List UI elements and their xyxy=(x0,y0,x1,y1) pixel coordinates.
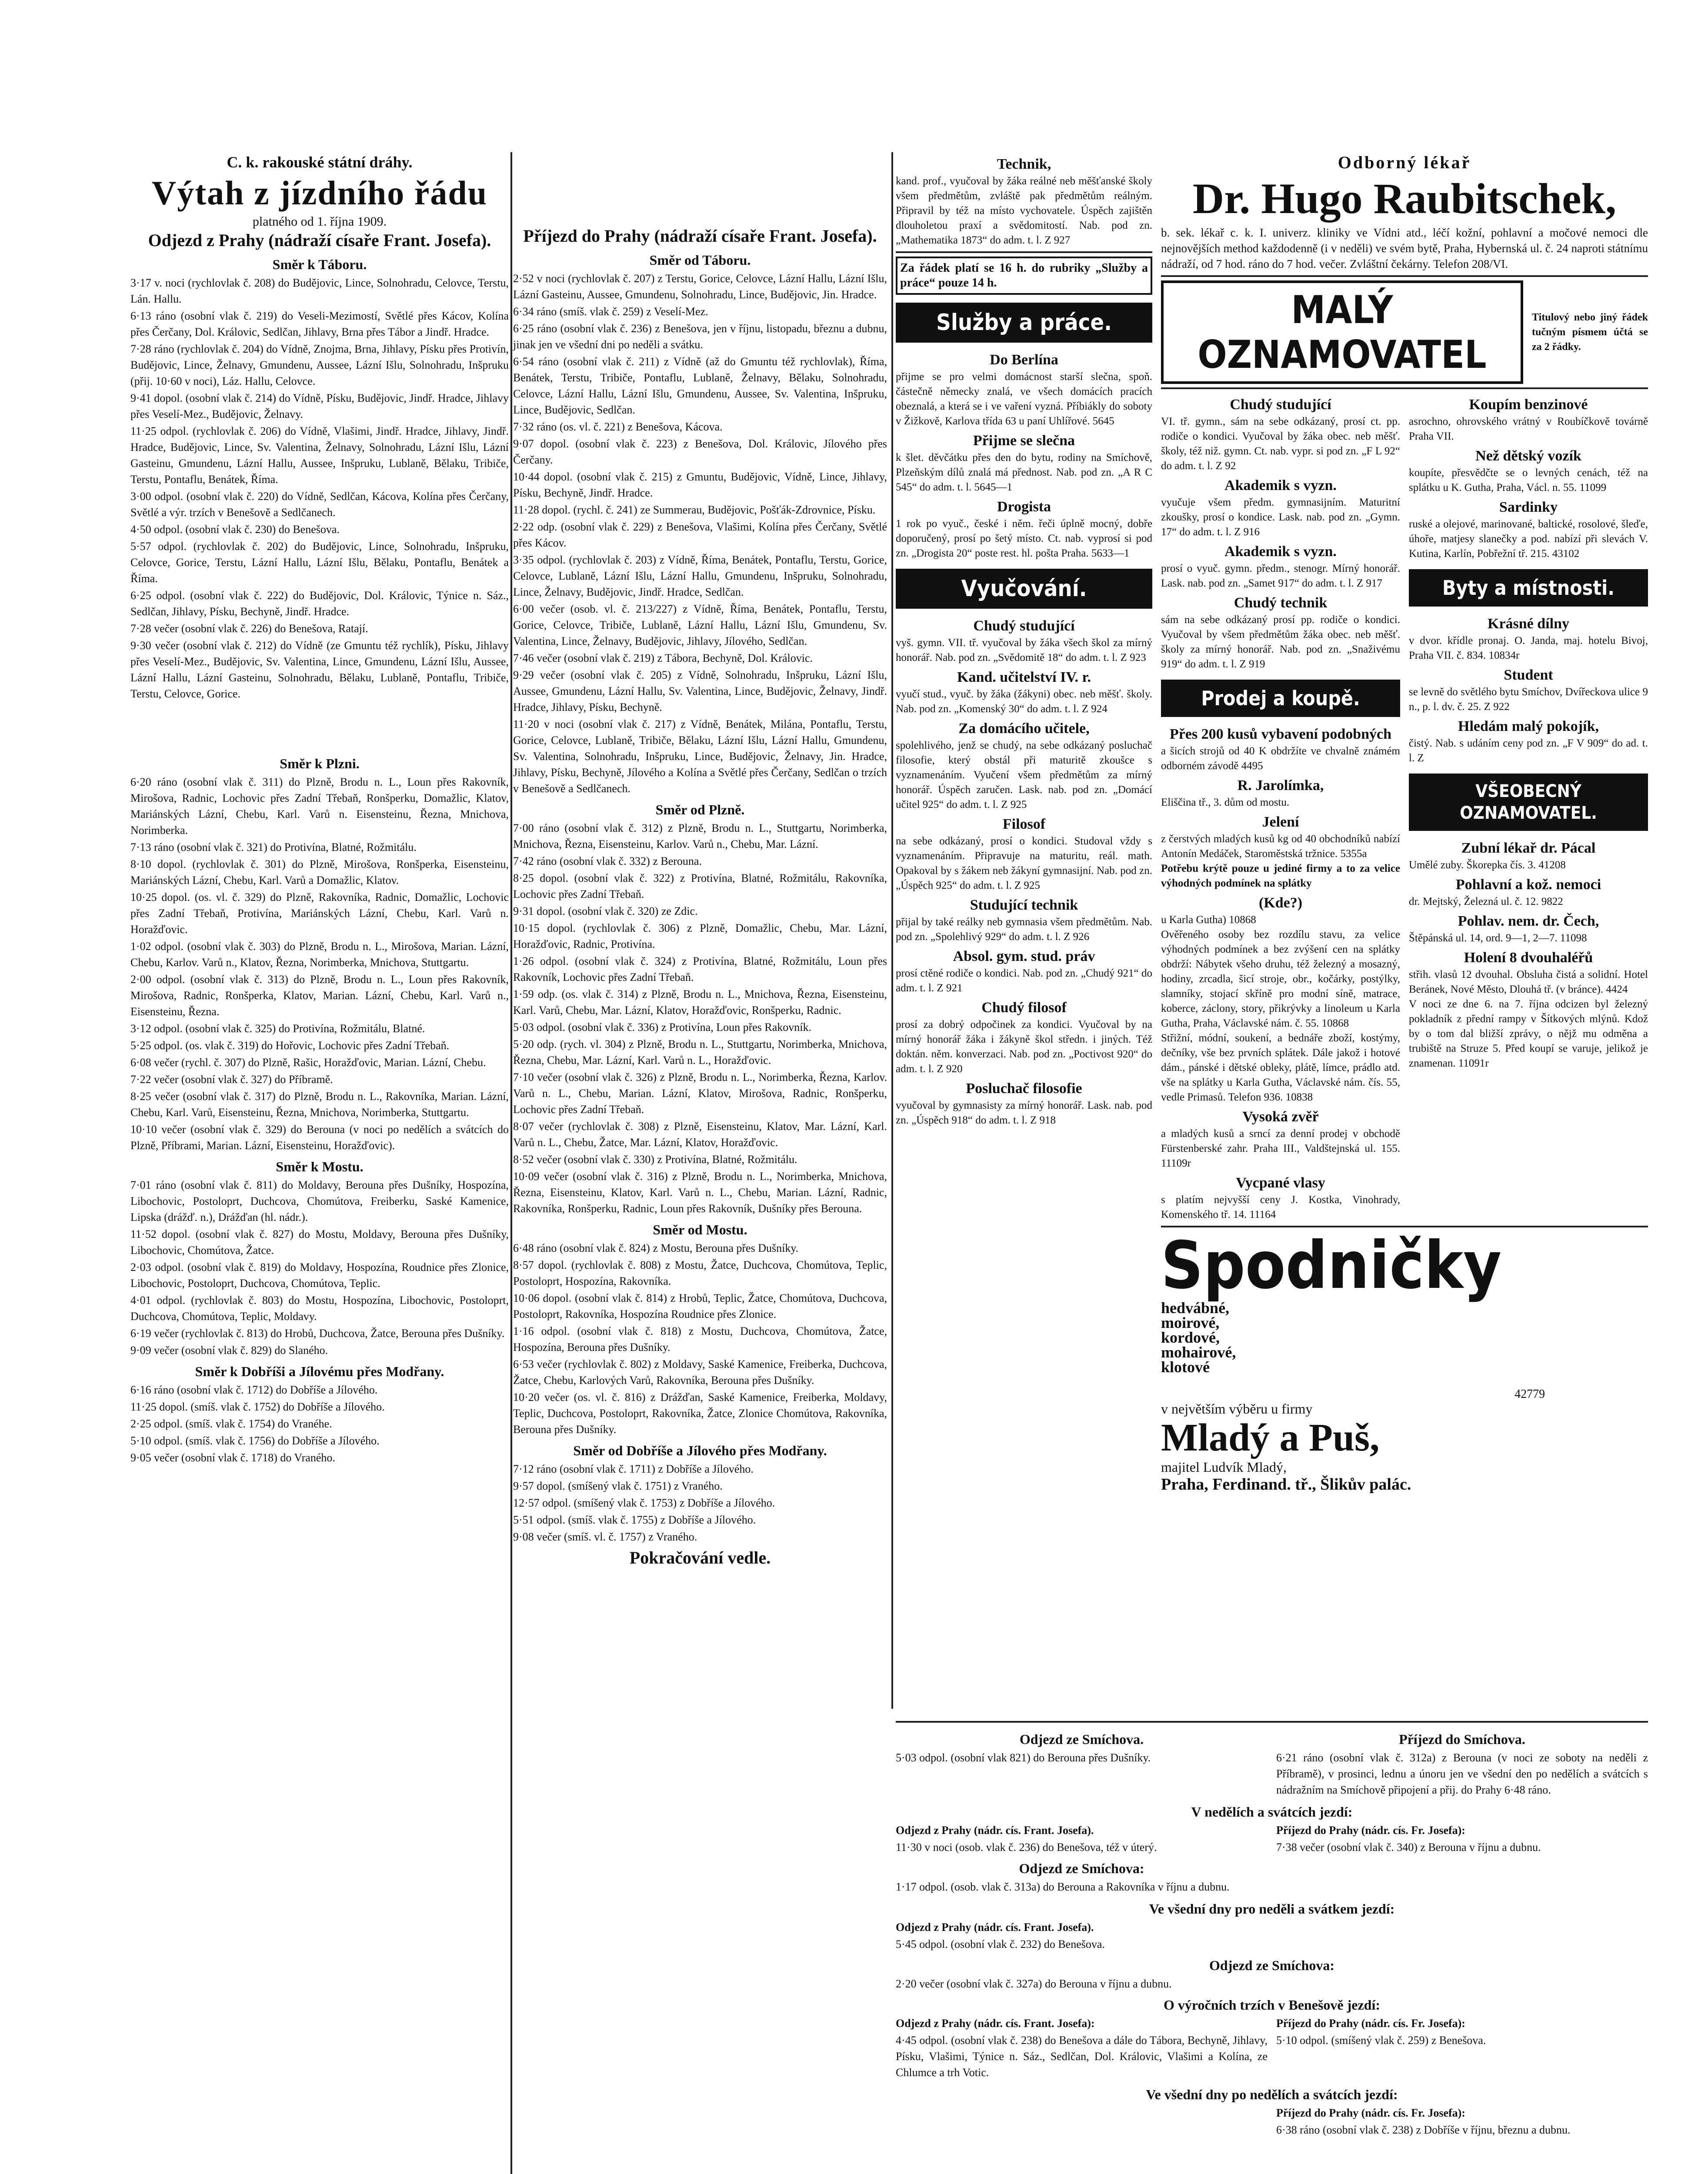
section-logo-sluzby: Služby a práce. xyxy=(896,303,1152,343)
direction-tabor-head: Směr k Táboru. xyxy=(272,257,367,272)
mlady-pus-name: Mladý a Puš, xyxy=(1161,1416,1380,1459)
ad-studujici-technik-text: přijal by také reálky neb gymnasia všem předmětům. Nab. pod zn. „Spolehlivý 929“ do adm. t. l. Z 926 xyxy=(896,916,1152,943)
ad-pohlav2-head: Pohlav. nem. dr. Čech, xyxy=(1458,913,1599,929)
ad-koupim-text: asrochno, ohrovského vrátný v Roubíčkově továrně Praha VII. xyxy=(1409,416,1648,442)
ad-vycpane-head: Vycpané vlasy xyxy=(1236,1175,1325,1191)
direction-dobris-list xyxy=(130,1382,509,1466)
ad-chudy-studujici-head: Chudý studující xyxy=(973,618,1075,634)
smichov-prijezd-head: Příjezd do Smíchova. xyxy=(1399,1731,1525,1747)
ad-chudy-technik-head: Chudý technik xyxy=(1234,595,1328,611)
ad-jarolimek-text: Eliščina tř., 3. dům od mostu. xyxy=(1161,797,1290,808)
ad-akademik2-head: Akademik s vyzn. xyxy=(1224,544,1337,560)
from-tabor-list xyxy=(513,270,887,797)
train-entry: 7·12 ráno (osobní vlak č. 1711) z Dobříše a Jílového. xyxy=(513,1463,754,1475)
ad-strizni-text: Střižní, módní, soukení, a bednáře zboží, kostýmy, dečníky, vše bez prvních splátek. Dále jakož i hotové dám., pánské i dětské obleky, plátě, límce, prádlo atd. vše na splátky u Karla Gutha, Václavské nám. čís. 55, vedle Primasů. Telefon 936. 10838 xyxy=(1161,1032,1400,1103)
timetable-title: Výtah z jízdního řádu xyxy=(151,174,488,212)
ad-krasne-head: Krásné dílny xyxy=(1488,616,1569,632)
train-entry: 3·12 odpol. (osobní vlak č. 325) do Protivína, Rožmitálu, Blatné. xyxy=(130,1022,425,1035)
train-entry: 7·22 večer (osobní vlak č. 327) do Příbramě. xyxy=(130,1073,333,1086)
departures-column xyxy=(130,152,509,1467)
vsedni-smichov-head: Odjezd ze Smíchova: xyxy=(1209,1957,1334,1973)
train-entry: 6·54 ráno (osobní vlak č. 211) z Vídně (až do Gmuntu též rychlovlak), Říma, Benátek, Terstu, Tribiče, Pontaflu, Lublaně, Želnavy, Bělaku, Solnohradu, Celovce, Lázní Hallu, Lázní Išlu, Gmundenu, Aussee, Sv. Valentina, Inšpruku, Lince, Budějovic, Sedlčan. xyxy=(513,355,887,416)
ad-akademik2-text: prosí o vyuč. gymn. předm., stenogr. Mírný honorář. Lask. nab. pod zn. „Samet 917“ do adm. t. l. Z 917 xyxy=(1161,563,1400,589)
ad-akademik-head: Akademik s vyzn. xyxy=(1224,477,1337,493)
train-entry: 7·10 večer (osobní vlak č. 326) z Plzně, Brodu n. L., Norimberka, Řezna, Karlov. Varů n. L., Chebu, Marian. Lázní, Klatov, Mirošova, Radnic, Ronšperku, Lochovic přes Zadní Třebaň. xyxy=(513,1071,887,1116)
train-entry: 3·17 v. noci (rychlovlak č. 208) do Budějovic, Lince, Solnohradu, Celovce, Terstu, Lán. Hallu. xyxy=(130,277,509,305)
train-entry: 1·26 odpol. (osobní vlak č. 324) z Protivína, Blatné, Rožmitálu, Loun přes Rakovník, Lochovic přes Zadní Třebaň. xyxy=(513,955,887,984)
train-entry: 10·06 dopol. (osobní vlak č. 814) z Hrobů, Teplic, Žatce, Chomútova, Duchcova, Postoloprt, Rakovníka, Hospozína Roudnice přes Zlonice. xyxy=(513,1292,887,1320)
train-entry: 6·25 odpol. (osobní vlak č. 222) do Budějovic, Dol. Královic, Týnice n. Sáz., Sedlčan, Jihlavy, Písku, Bechyně, Jindř. Hradce. xyxy=(130,589,509,618)
ad-drogista-head: Drogista xyxy=(997,499,1051,515)
vsedni2-prijezd-head: Příjezd do Prahy (nádr. cís. Fr. Josefa): xyxy=(1276,2107,1465,2119)
from-dobris-list xyxy=(513,1461,887,1545)
direction-most-list xyxy=(130,1177,509,1358)
ad-poptavka-text: Potřebu krýtě pouze u jediné firmy a to za velice výhodných podmínek na splátky xyxy=(1161,863,1400,889)
ad-student-text: se levně do světlého bytu Smíchov, Dvířeckova ulice 9 n., p. l. dv. č. 25. Z 922 xyxy=(1409,686,1648,713)
ad-kand-text: vyučí stud., vyuč. by žáka (žákyni) obec. neb měšť. školy. Nab. pod zn. „Komenský 30“ do adm. t. l. Z 924 xyxy=(896,688,1152,715)
ad-chudy-technik-text: sám na sebe odkázaný prosí pp. rodiče o kondici. Vyučoval by všem předmětům žáka obec. neb měšť. školy za mírný honorář. Nab. pod zn. „Snaživému 919“ do adm. t. l. Z 919 xyxy=(1161,614,1400,670)
direction-most-head: Směr k Mostu. xyxy=(276,1159,364,1174)
ad-absol-text: prosí ctěné rodiče o kondici. Nab. pod zn. „Chudý 921“ do adm. t. l. Z 921 xyxy=(896,967,1152,994)
from-plzen-head: Směr od Plzně. xyxy=(655,802,745,817)
train-entry: 6·53 večer (rychlovlak č. 802) z Moldavy, Saské Kamenice, Freiberka, Duchcova, Žatce, Chebu, Karlových Varů, Rakovníka, Berouna přes Dušníky. xyxy=(513,1358,887,1387)
train-entry: 5·25 odpol. (os. vlak č. 319) do Hořovic, Lochovic přes Zadní Třebaň. xyxy=(130,1039,450,1052)
train-entry: 1·02 odpol. (osobní vlak č. 303) do Plzně, Brodu n. L., Mirošova, Marian. Lázní, Chebu, Karlov. Varů n., Klatov, Řezna, Norimberka, Mnichova, Stuttgartu. xyxy=(130,940,509,969)
spodnicky-item: kordové, xyxy=(1161,1329,1220,1346)
vsedni-odjezd-entry: 5·45 odpol. (osobní vlak č. 232) do Benešova. xyxy=(896,1938,1105,1951)
from-dobris-head: Směr od Dobříše a Jílového přes Modřany. xyxy=(573,1443,827,1458)
train-entry: 1·59 odp. (os. vlak č. 314) z Plzně, Brodu n. L., Mnichova, Řezna, Eisensteinu, Karl. Varů, Chebu, Mar. Lázní, Klatov, Horažďovic, Ronšperku, Radnic. xyxy=(513,988,887,1017)
divider xyxy=(1161,1226,1648,1227)
ad-studujici-technik-head: Studující technik xyxy=(970,897,1078,913)
nedele-prijezd-head: Příjezd do Prahy (nádr. cís. Fr. Josefa): xyxy=(1276,1824,1465,1837)
from-plzen-list xyxy=(513,820,887,1217)
vsedni-head: Ve všední dny pro neděli a svátkem jezdí: xyxy=(1149,1901,1395,1917)
nedele-smichov-head: Odjezd ze Smíchova: xyxy=(1019,1861,1144,1876)
classifieds-column-right xyxy=(1161,152,1648,1494)
ad-vysoke-text: a mladých kusů a srncí za denní prodej v obchodě Fürstenberské zahr. Praha III., Valdštejnská ul. 155. 11109r xyxy=(1161,1128,1400,1169)
railway-name: C. k. rakouské státní dráhy. xyxy=(227,153,413,171)
nedele-head: V nedělích a svátcích jezdí: xyxy=(1191,1804,1353,1820)
ad-posluchac-head: Posluchač filosofie xyxy=(966,1080,1082,1097)
train-entry: 10·10 večer (osobní vlak č. 329) do Berouna (v noci po nedělích a svátcích do Plzně, Příbrami, Marian. Lázní, Eisensteinu, Horažďovic). xyxy=(130,1123,509,1152)
train-entry: 9·07 dopol. (osobní vlak č. 223) z Benešova, Dol. Královic, Jílového přes Čerčany. xyxy=(513,437,887,466)
train-entry: 9·30 večer (osobní vlak č. 212) do Vídně (ze Gmuntu též rychlík), Písku, Jihlavy přes Veselí-Mez., Budějovic, Sv. Valentina, Lince, Gmundenu, Lázní Išlu, Aussee, Lázní Hallu, Lázní Gasteinu, Solnohradu, Bělaku, Lublaně, Pontaflu, Tribiče, Terstu, Celovce, Gorice. xyxy=(130,639,509,700)
ad-vozik-head: Než dětský vozík xyxy=(1475,448,1581,464)
ad-pohlav2-text: Štěpánská ul. 14, ord. 9—1, 2—7. 11098 xyxy=(1409,932,1587,944)
train-entry: 6·20 ráno (osobní vlak č. 311) do Plzně, Brodu n. L., Loun přes Rakovník, Mirošova, Radnic, Lochovic přes Zadní Třebaň, Ronšperku, Domažlic, Klatov, Mariánských Lázní, Chebu, Karl. Varů n. Eisensteinu, Řezna, Mnichova, Norimberka. xyxy=(130,776,509,837)
ad-chudy-studujici-text: vyš. gymn. VII. tř. vyučoval by žáka všech škol za mírný honorář. Nab. pod zn. „Svědomitě 18“ do adm. t. l. Z 923 xyxy=(896,637,1152,664)
from-most-list xyxy=(513,1240,887,1437)
vsedni2-head: Ve všední dny po nedělích a svátcích jezdí: xyxy=(1146,2087,1398,2102)
maly-oznamovatel-logo: MALÝ OZNAMOVATEL xyxy=(1161,280,1523,384)
smichov-section xyxy=(896,1717,1648,2139)
ad-filosof-head: Filosof xyxy=(1002,816,1046,832)
vsedni2-prijezd-entry: 6·38 ráno (osobní vlak č. 238) z Dobříše v říjnu, březnu a dubnu. xyxy=(1276,2124,1571,2136)
train-entry: 11·28 dopol. (rychl. č. 241) ze Summerau, Budějovic, Pošťák-Zdrovnice, Písku. xyxy=(513,503,876,516)
smichov-odjezd-entry: 5·03 odpol. (osobní vlak 821) do Berouna přes Dušníky. xyxy=(896,1751,1151,1764)
train-entry: 4·50 odpol. (osobní vlak č. 230) do Benešova. xyxy=(130,523,340,536)
ad-domaci-head: Za domácího učitele, xyxy=(958,720,1090,737)
train-entry: 7·28 ráno (rychlovlak č. 204) do Vídně, Znojma, Brna, Jihlavy, Písku přes Protivín, Budějovic, Lince, Želnavy, Gmundenu, Aussee, Lázní Išlu, Solnohradu, Inšpruku (přij. 10·60 v noci), Láz. Hallu, Celovce. xyxy=(130,343,509,387)
trhy-head: O výročních trzích v Benešově jezdí: xyxy=(1164,1997,1380,2013)
ad-sardinky-head: Sardinky xyxy=(1499,499,1558,515)
smichov-prijezd-entry: 6·21 ráno (osobní vlak č. 312a) z Berouna (v noci ze soboty na neděli z Příbramě), v prosinci, lednu a únoru jen ve všední den po nedělích a svátcích s nádražním na Smíchově připojení a přij. do Prahy 6·48 ráno. xyxy=(1276,1751,1648,1796)
train-entry: 7·28 večer (osobní vlak č. 226) do Benešova, Ratají. xyxy=(130,622,368,635)
ad-posluchac-text: vyučoval by gymnasisty za mírný honorář. Lask. nab. pod zn. „Úspěch 918“ do adm. t. l. Z 918 xyxy=(896,1100,1152,1126)
classifieds-subcolumn-b xyxy=(1409,393,1648,1222)
ad-pohlavni-text: dr. Mejtský, Železná ul. č. 12. 9822 xyxy=(1409,896,1563,907)
ad-zubni-head: Zubní lékař dr. Pácal xyxy=(1461,840,1596,856)
ad-hledam-head: Hledám malý pokojík, xyxy=(1458,718,1599,734)
train-entry: 6·16 ráno (osobní vlak č. 1712) do Dobříše a Jílového. xyxy=(130,1384,378,1396)
train-entry: 10·09 večer (osobní vlak č. 316) z Plzně, Brodu n. L., Norimberka, Mnichova, Řezna, Eisensteinu, Klatov, Karl. Varů n. L., Chebu, Marian. Lázní, Radnic, Rakovníka, Ronšperku, Radnic, Loun přes Rakovník, Dušníky přes Berouna. xyxy=(513,1170,887,1215)
train-entry: 7·42 ráno (osobní vlak č. 332) z Berouna. xyxy=(513,855,702,867)
spodnicky-item: hedvábné, xyxy=(1161,1299,1230,1317)
section-logo-vseobecny: VŠEOBECNÝ OZNAMOVATEL. xyxy=(1409,774,1648,831)
train-entry: 9·09 večer (osobní vlak č. 829) do Slaného. xyxy=(130,1344,328,1357)
divider xyxy=(896,1721,1648,1723)
nedele-smichov-entry: 1·17 odpol. (osob. vlak č. 313a) do Berouna a Rakovníka v říjnu a dubnu. xyxy=(896,1881,1230,1893)
train-entry: 9·08 večer (smíš. vl. č. 1757) z Vraného. xyxy=(513,1530,697,1543)
train-entry: 5·51 odpol. (smíš. vlak č. 1755) z Dobříše a Jílového. xyxy=(513,1514,756,1526)
ad-drogista-text: 1 rok po vyuč., české i něm. řeči úplně mocný, dobře doporučený, prosí po šetý místo. Ct. nab. vyprosí si pod zn. „Drogista 20“ poste rest. hl. pošta Praha. 5633—1 xyxy=(896,518,1152,559)
train-entry: 3·00 odpol. (osobní vlak č. 220) do Vídně, Sedlčan, Kácova, Kolína přes Čerčany, Světlé a výr. trzích v Benešově a Sedlčanech. xyxy=(130,490,509,519)
ad-chudy-filosof-text: prosí za dobrý odpočinek za kondici. Vyučoval by na mírný honorář žáka i žákyně škol středn. i jiných. Též doktán. něm. konverzaci. Nab. pod zn. „Poctivost 920“ do adm. t. l. Z 920 xyxy=(896,1019,1152,1075)
spodnicky-item: mohairové, xyxy=(1161,1344,1236,1361)
ad-vozik-text: koupíte, přesvědčte se o levných cenách, též na splátku u K. Gutha, Praha, Václ. n. 55. 11099 xyxy=(1409,467,1648,493)
train-entry: 9·05 večer (osobní vlak č. 1718) do Vraného. xyxy=(130,1451,335,1464)
vsedni-smichov-entry: 2·20 večer (osobní vlak č. 327a) do Berouna v říjnu a dubnu. xyxy=(896,1977,1172,1990)
train-entry: 8·25 dopol. (osobní vlak č. 322) z Protivína, Blatné, Rožmitálu, Rakovníka, Lochovic přes Zadní Třebaň. xyxy=(513,872,887,900)
train-entry: 8·52 večer (osobní vlak č. 330) z Protivína, Blatné, Rožmitálu. xyxy=(513,1153,797,1166)
nedele-odjezd-head: Odjezd z Prahy (nádr. cís. Frant. Josefa). xyxy=(896,1824,1094,1837)
ad-student-head: Student xyxy=(1504,667,1553,683)
direction-plzen-head: Směr k Plzni. xyxy=(280,756,360,771)
maly-note: Titulový nebo jiný řádek tučným písmem účtá se za 2 řádky. xyxy=(1532,312,1648,353)
train-entry: 2·00 odpol. (osobní vlak č. 313) do Plzně, Brodu n. L., Loun přes Rakovník, Mirošova, Radnic, Ronšperka, Klatov, Marian. Lázní, Chebu, Karl. Varů n., Eisensteinu, Řezna. xyxy=(130,973,509,1018)
direction-plzen-list xyxy=(130,774,509,1154)
train-entry: 11·25 dopol. (smíš. vlak č. 1752) do Dobříše a Jílového. xyxy=(130,1400,385,1413)
divider xyxy=(896,251,1152,253)
arrivals-title: Příjezd do Prahy (nádraží císaře Frant. Josefa). xyxy=(523,226,877,246)
train-entry: 10·44 dopol. (osobní vlak č. 215) z Gmuntu, Budějovic, Vídně, Lince, Jihlavy, Písku, Bechyně, Jindř. Hradce. xyxy=(513,470,887,499)
spodnicky-note: v největším výběru u firmy xyxy=(1161,1401,1313,1417)
direction-dobris-head: Směr k Dobříši a Jílovému přes Modřany. xyxy=(195,1364,444,1379)
train-entry: 6·34 ráno (smíš. vlak č. 259) z Veselí-Mez. xyxy=(513,305,708,318)
ad-chudy-head: Chudý studující xyxy=(1230,397,1331,413)
ad-pres200-head: Přes 200 kusů vybavení podobných xyxy=(1169,726,1392,742)
direction-tabor-list xyxy=(130,275,509,702)
train-entry: 7·46 večer (osobní vlak č. 219) z Tábora, Bechyně, Dol. Královic. xyxy=(513,652,813,664)
spodnicky-item: moirové, xyxy=(1161,1314,1220,1331)
divider xyxy=(1161,387,1648,389)
classifieds-column-left xyxy=(896,152,1152,1128)
train-entry: 9·57 dopol. (smíšený vlak č. 1751) z Vraného. xyxy=(513,1480,723,1492)
ad-berlin-head: Do Berlína xyxy=(990,352,1058,368)
train-entry: 5·03 odpol. (osobní vlak č. 336) z Protivína, Loun přes Rakovník. xyxy=(513,1021,812,1034)
ad-chudy-text: VI. tř. gymn., sám na sebe odkázaný, prosí ct. pp. rodiče o kondici. Vyučoval by žáka obec. neb měšť. školy, též niž. gymn. Ct. nab. vypr. si pod zn. „F L 92“ do adm. t. l. Z 92 xyxy=(1161,416,1400,472)
ad-technik-head: Technik, xyxy=(997,156,1051,172)
train-entry: 6·19 večer (rychlovlak č. 813) do Hrobů, Duchcova, Žatce, Berouna přes Dušníky. xyxy=(130,1327,505,1340)
doctor-name: Dr. Hugo Raubitschek, xyxy=(1192,174,1617,223)
ad-vycpane-text: s platím nejvyšší ceny J. Kostka, Vinohrady, Komenského tř. 14. 11164 xyxy=(1161,1194,1400,1220)
ad-berlin-text: přijme se pro velmi domácnost starší slečna, spoň. částečně německy znalá, ve všech domácích pracích obeznalá, a která se i ve vaření vyzná. Příbiákly do soboty v Žižkově, Karlova třída 63 u paní Uhlířové. 5645 xyxy=(896,371,1152,427)
train-entry: 10·15 dopol. (rychlovlak č. 306) z Plzně, Domažlic, Chebu, Mar. Lázní, Horažďovic, Radnic, Protivína. xyxy=(513,922,887,950)
ad-overeni-text: Ověřeného osoby bez rozdílu stavu, za velice výhodných podmínek a bez zvýšení cen na splátky obdrží: Nábytek všeho druhu, též železný a mosazný, hodiny, zrcadla, šicí stroje, obr., kočárky, postýlky, slamníky, stojací skříně pro modní síně, matrace, koberce, záclony, story, přikrývky a linoleum u Karla Gutha, Praha, Václavské nám. č. 55. 10868 xyxy=(1161,929,1400,1029)
train-entry: 9·41 dopol. (osobní vlak č. 214) do Vídně, Písku, Budějovic, Jindř. Hradce, Jihlavy přes Veselí-Mez., Budějovic, Želnavy. xyxy=(130,392,509,420)
train-entry: 5·57 odpol. (rychlovlak č. 202) do Budějovic, Lince, Solnohradu, Inšpruku, Celovce, Gorice, Terstu, Lázní Hallu, Lázní Išlu, Bělaku, Pontaflu, Benátek a Říma. xyxy=(130,540,509,585)
ad-zubni-text: Umělé zuby. Škorepka čís. 3. 41208 xyxy=(1409,859,1566,871)
train-entry: 9·29 večer (osobní vlak č. 205) z Vídně, Solnohradu, Inšpruku, Lázní Išlu, Aussee, Gmundenu, Lázní Hallu, Sv. Valentina, Lince, Budějovic, Želnavy, Jindř. Hradce, Jihlavy, Písku, Bechyně. xyxy=(513,669,887,714)
ad-sardinky-text: ruské a olejové, marinované, baltické, rosolové, šleďe, úhoře, matjesy slanečky a pod. nabízí při slevách V. Kutina, Karlín, Pobřežní tř. 215. 43102 xyxy=(1409,518,1648,560)
ad-hledam-text: čistý. Nab. s udáním ceny pod zn. „F V 909“ do ad. t. l. Z xyxy=(1409,737,1648,764)
ad-technik-text: kand. prof., vyučoval by žáka reálné neb měšťanské školy všem předmětům, zvláště pak předmětům reálným. Připravil by též na místo vychovatele. Úspěch zajištěn dlouholetou praxí a svědomitostí. Nab. pod zn. „Mathematika 1873“ do adm. t. l. Z 927 xyxy=(896,175,1152,246)
ad-jeleni-head: Jelení xyxy=(1262,814,1299,830)
ad-jarolimek-head: R. Jarolímka, xyxy=(1237,777,1324,794)
train-entry: 5·10 odpol. (smíš. vlak č. 1756) do Dobříše a Jílového. xyxy=(130,1434,380,1447)
doctor-text: b. sek. lékař c. k. I. univerz. kliniky ve Vídni atd., léčí kožní, pohlavní a močové nemoci dle nejnovějších method každodenně (i v neděli) ve svém bytě, Praha, Hybernská ul. č. 24 naproti státnímu nádraží, od 7 hod. ráno do 7 hod. večer. Zvláštní čekárny. Telefon 208/VI. xyxy=(1161,226,1648,270)
train-entry: 7·13 ráno (osobní vlak č. 321) do Protivína, Blatné, Rožmitálu. xyxy=(130,841,417,854)
from-most-head: Směr od Mostu. xyxy=(653,1222,747,1237)
ad-akademik-text: vyučuje všem předm. gymnasijním. Maturitní zkoušky, prosí o kondice. Lask. nab. pod zn. „Gymn. 17“ do adm. t. l. Z 916 xyxy=(1161,497,1400,538)
ad-noc-text: V noci ze dne 6. na 7. října odcizen byl železný pokladník z přední rampy v Šítkových mlýnů. Kdož by o tom dal bližší zprávy, o nějž mu odměna a trubiště na Struze 5. Před koupí se varuje, jelikož je znamenan. 11091r xyxy=(1409,998,1648,1069)
train-entry: 11·25 odpol. (rychlovlak č. 206) do Vídně, Vlašimi, Jindř. Hradce, Jihlavy, Jindř. Hradce, Budějovic, Lince, Sv. Valentina, Želnavy, Solnohradu, Lázní Išlu, Lázní Gasteinu, Gmundenu, Lázní Hallu, Aussee, Inšpruku, Lublaně, Bělaku, Tribiče, Terstu, Pontaflu, Benátek, Říma. xyxy=(130,425,509,486)
train-entry: 8·25 večer (osobní vlak č. 317) do Plzně, Brodu n. L., Rakovníka, Marian. Lázní, Chebu, Karl. Varů, Eisensteinu, Řezna, Mnichova, Norimberka, Stuttgartu. xyxy=(130,1090,509,1119)
train-entry: 2·52 v noci (rychlovlak č. 207) z Terstu, Gorice, Celovce, Lázní Hallu, Lázní Išlu, Lázní Gasteinu, Aussee, Gmundenu, Solnohradu, Lince, Budějovic, Jin. Hradce. xyxy=(513,272,887,301)
ad-holeni-head: Holení 8 dvouhaléřů xyxy=(1464,950,1593,966)
train-entry: 6·48 ráno (osobní vlak č. 824) z Mostu, Berouna přes Dušníky. xyxy=(513,1242,799,1254)
newspaper-page xyxy=(130,152,1652,2174)
ad-absol-head: Absol. gym. stud. práv xyxy=(953,948,1095,964)
spodnicky-item: klotové xyxy=(1161,1358,1210,1376)
section-logo-vyucovani: Vyučování. xyxy=(896,569,1152,609)
nedele-odjezd-entry: 11·30 v noci (osob. vlak č. 236) do Benešova, též v úterý. xyxy=(896,1841,1157,1854)
trhy-prijezd-entry: 5·10 odpol. (smíšený vlak č. 259) z Benešova. xyxy=(1276,2034,1486,2047)
classifieds-subcolumn-a xyxy=(1161,393,1400,1222)
vsedni-odjezd-head: Odjezd z Prahy (nádr. cís. Frant. Josefa). xyxy=(896,1921,1094,1934)
train-entry: 1·16 odpol. (osobní vlak č. 818) z Mostu, Duchcova, Chomútova, Žatce, Hospozína, Berouna přes Dušníky. xyxy=(513,1325,887,1354)
continued-note: Pokračování vedle. xyxy=(629,1548,771,1567)
valid-from: platného od 1. října 1909. xyxy=(252,214,387,229)
ad-krasne-text: v dvor. křídle pronaj. O. Janda, maj. hotelu Bivoj, Praha VII. č. 834. 10834r xyxy=(1409,635,1648,661)
train-entry: 7·01 ráno (osobní vlak č. 811) do Moldavy, Berouna přes Dušníky, Hospozína, Libochovic, Postoloprt, Duchcova, Chomútova, Freiberku, Saské Kamenice, Lipska (drážď. n.), Drážďan (hl. nádr.). xyxy=(130,1179,509,1224)
column-divider xyxy=(510,152,512,2174)
train-entry: 6·25 ráno (osobní vlak č. 236) z Benešova, jen v říjnu, listopadu, březnu a dubnu, jinak jen ve všední dni po neděli a svátku. xyxy=(513,322,887,351)
ad-prijme-head: Přijme se slečna xyxy=(973,433,1075,449)
trhy-odjezd-entry: 4·45 odpol. (osobní vlak č. 238) do Benešova a dále do Tábora, Bechyně, Jihlavy, Písku, Vlašimi, Týnice n. Sáz., Sedlčan, Dol. Královic, Vlašimi a Kolína, ze Chlumce a trh Votic. xyxy=(896,2034,1268,2079)
price-box: Za řádek platí se 16 h. do rubriky „Služby a práce“ pouze 14 h. xyxy=(896,257,1152,295)
ad-pohlavni-head: Pohlavní a kož. nemoci xyxy=(1455,877,1601,893)
train-entry: 7·32 ráno (os. vl. č. 221) z Benešova, Kácova. xyxy=(513,420,723,433)
section-logo-prodej: Prodej a koupě. xyxy=(1161,680,1400,717)
train-entry: 12·57 odpol. (smíšený vlak č. 1753) z Dobříše a Jílového. xyxy=(513,1497,775,1509)
ad-jeleni-text: z čerstvých mladých kusů kg od 40 obchodníků nabízí Antonín Medáček, Staroměstská tržnice. 5355a xyxy=(1161,833,1400,860)
spodnicky-title: Spodničky xyxy=(1161,1228,1502,1304)
spodnicky-ad xyxy=(1161,1228,1648,1401)
doctor-title: Odborný lékař xyxy=(1338,153,1471,172)
train-entry: 8·57 dopol. (rychlovlak č. 808) z Mostu, Žatce, Duchcova, Chomútova, Teplic, Postoloprt, Hospozína, Rakovníka. xyxy=(513,1259,887,1287)
train-entry: 8·10 dopol. (rychlovlak č. 301) do Plzně, Mirošova, Ronšperka, Eisensteinu, Mariánských Lázní, Chebu, Karl. Varů a Domažlic, Klatov. xyxy=(130,858,509,887)
ad-chudy-filosof-head: Chudý filosof xyxy=(981,1000,1067,1016)
train-entry: 4·01 odpol. (rychlovlak č. 803) do Mostu, Hospozína, Libochovic, Postoloprt, Duchcova, Chomútova, Teplic, Moldavy. xyxy=(130,1294,509,1323)
ad-vysoke-head: Vysoká zvěř xyxy=(1242,1109,1319,1125)
train-entry: 3·35 odpol. (rychlovlak č. 203) z Vídně, Říma, Benátek, Pontaflu, Terstu, Gorice, Celovce, Lublaně, Lázní Išlu, Lázní Hallu, Gmundenu, Inšpruku, Solnohradu, Lince, Želnavy, Budějovic, Jindř. Hradce, Sedlčan. xyxy=(513,554,887,598)
departures-title: Odjezd z Prahy (nádraží císaře Frant. Josefa). xyxy=(148,230,491,250)
ad-koupim-head: Koupím benzinové xyxy=(1469,397,1588,413)
arrivals-column xyxy=(513,152,887,1567)
ad-kde-text: u Karla Gutha) 10868 xyxy=(1161,914,1256,926)
nedele-prijezd-entry: 7·38 večer (osobní vlak č. 340) z Berouna v říjnu a dubnu. xyxy=(1276,1841,1541,1854)
ad-kand-head: Kand. učitelství IV. r. xyxy=(957,669,1091,685)
trhy-prijezd-head: Příjezd do Prahy (nádr. cís. Fr. Josefa): xyxy=(1276,2017,1465,2030)
ad-domaci-text: spolehlivého, jenž se chudý, na sebe odkázaný posluchač filosofie, který obstál při maturitě zkoušce s vyznamenáním. Vyučení všem předmětům za mírný honorář. Úspěch zaručen. Lask. nab. pod zn. „Domácí učitel 925“ do adm. t. l. Z 925 xyxy=(896,740,1152,810)
train-entry: 7·00 ráno (osobní vlak č. 312) z Plzně, Brodu n. L., Stuttgartu, Norimberka, Mnichova, Řezna, Eisensteinu, Karlov. Varů n., Chebu, Mar. Lázní. xyxy=(513,822,887,850)
spodnicky-code: 42779 xyxy=(1515,1387,1545,1401)
mlady-owner: majitel Ludvík Mladý, xyxy=(1161,1459,1287,1475)
mlady-address: Praha, Ferdinand. tř., Šlikův palác. xyxy=(1161,1475,1411,1494)
spodnicky-list xyxy=(1161,1300,1501,1374)
ad-pres200-text: a šicích strojů od 40 K obdržíte ve chvalně známém odborném závodě 4495 xyxy=(1161,745,1400,772)
train-entry: 9·31 dopol. (osobní vlak č. 320) ze Zdic. xyxy=(513,905,698,917)
train-entry: 11·20 v noci (osobní vlak č. 217) z Vídně, Benátek, Milána, Pontaflu, Terstu, Gorice, Celovce, Lublaně, Tribiče, Bělaku, Lázní Išlu, Lázní Hallu, Gmundenu, Sv. Valentina, Solnohradu, Inšpruku, Lince, Budějovic, Želnavy, Jin. Hradce, Jihlavy, Písku, Bechyně, Jílového a Kolína a Světlé přes Čerčany, Sedlčan o trzích v Benešově a Sedlčanech. xyxy=(513,718,887,795)
train-entry: 11·52 dopol. (osobní vlak č. 827) do Mostu, Moldavy, Berouna přes Dušníky, Libochovic, Chomútova, Žatce. xyxy=(130,1228,509,1257)
ad-holeni-text: střih. vlasů 12 dvouhal. Obsluha čistá a solidní. Hotel Beránek, Nové Město, Dlouhá tř. (v bránce). 4424 xyxy=(1409,969,1648,995)
train-entry: 6·13 ráno (osobní vlak č. 219) do Veseli-Mezimostí, Světlé přes Kácov, Kolína přes Čerčany, Dol. Královic, Sedlčan, Jihlavy, Brna přes Tábor a Jindř. Hradce. xyxy=(130,310,509,338)
train-entry: 6·08 večer (rychl. č. 307) do Plzně, Rašic, Horažďovic, Marian. Lázní, Chebu. xyxy=(130,1056,486,1069)
train-entry: 2·25 odpol. (smíš. vlak č. 1754) do Vranéhe. xyxy=(130,1417,332,1430)
train-entry: 2·03 odpol. (osobní vlak č. 819) do Moldavy, Hospozína, Roudnice přes Zlonice, Libochovic, Postoloprt, Duchcova, Chomútova, Teplic. xyxy=(130,1261,509,1290)
train-entry: 10·20 večer (os. vl. č. 816) z Drážďan, Saské Kamenice, Freiberka, Moldavy, Teplic, Duchcova, Postoloprt, Rakovníka, Žatce, Zlonice Chomútova, Rakovníka, Berouna přes Dušníky. xyxy=(513,1391,887,1436)
ad-kde-head: (Kde?) xyxy=(1258,895,1303,911)
section-logo-byty: Byty a místnosti. xyxy=(1409,569,1648,607)
smichov-odjezd-head: Odjezd ze Smíchova. xyxy=(1019,1731,1144,1747)
train-entry: 5·20 odp. (rych. vl. 304) z Plzně, Brodu n. L., Stuttgartu, Norimberka, Mnichova, Řezna, Chebu, Mar. Lázní, Karl. Varů n. L., Horažďovic. xyxy=(513,1038,887,1067)
train-entry: 8·07 večer (rychlovlak č. 308) z Plzně, Eisensteinu, Klatov, Mar. Lázní, Karl. Varů n. L., Chebu, Žatce, Mar. Lázní, Klatov, Horažďovic. xyxy=(513,1120,887,1149)
trhy-odjezd-head: Odjezd z Prahy (nádr. cís. Frant. Josefa): xyxy=(896,2017,1095,2030)
train-entry: 10·25 dopol. (os. vl. č. 329) do Plzně, Rakovníka, Radnic, Domažlic, Lochovic přes Zadní Třebaň, Protivína, Mariánských Lázní, Chebu, Karl. Varů n. Horažďovic. xyxy=(130,891,509,936)
from-tabor-head: Směr od Táboru. xyxy=(649,252,751,268)
train-entry: 2·22 odp. (osobní vlak č. 229) z Benešova, Vlašimi, Kolína přes Čerčany, Světlé přes Kácov. xyxy=(513,520,887,549)
column-divider xyxy=(891,152,893,1709)
train-entry: 6·00 večer (osob. vl. č. 213/227) z Vídně, Říma, Benátek, Pontaflu, Terstu, Gorice, Celovce, Tribiče, Lublaně, Lázní Hallu, Lázní Išlu, Gmundenu, Sv. Valentina, Lince, Želnavy, Budějovic, Jihlavy, Jílového, Sedlčan. xyxy=(513,603,887,647)
divider xyxy=(1161,275,1648,277)
ad-prijme-text: k šlet. děvčátku přes den do bytu, rodiny na Smíchově, Plzeňským dílů znalá má přednost. Nab. pod zn. „A R C 545“ do adm. t. l. 5645—1 xyxy=(896,452,1152,493)
ad-filosof-text: na sebe odkázaný, prosí o kondici. Studoval vždy s vyznamenáním. Připravuje na maturitu, reál. math. Opakoval by s žákem neb žákyní gymnasijní. Nab. pod zn. „Úspěch 925“ do adm. t. l. Z 925 xyxy=(896,835,1152,891)
